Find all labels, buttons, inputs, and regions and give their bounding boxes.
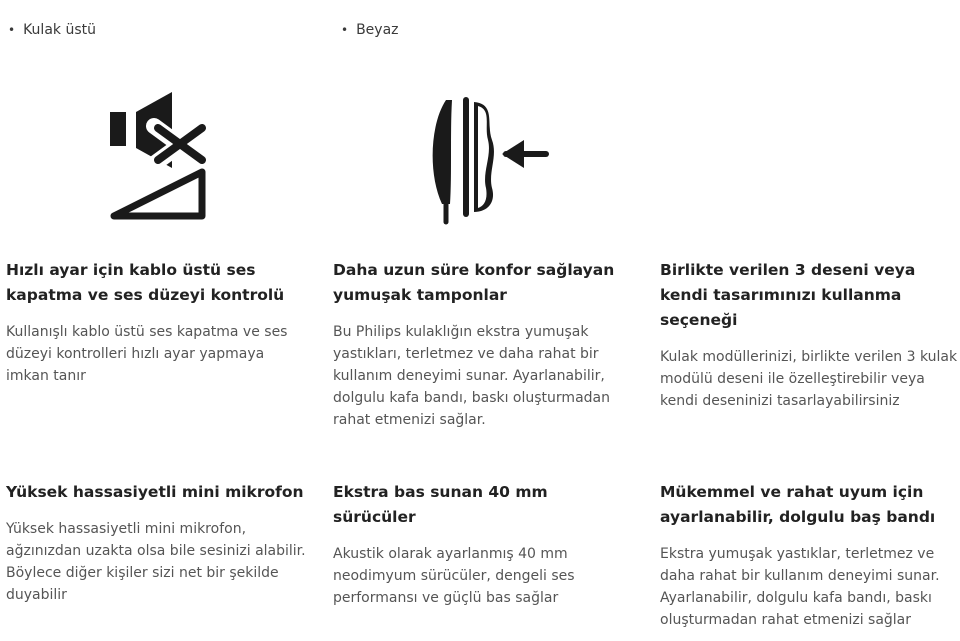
feature-description: Akustik olarak ayarlanmış 40 mm neodimyum sürücüler, dengeli ses performansı ve güçlü bas sağlar: [333, 546, 575, 606]
feature-title: Ekstra bas sunan 40 mm sürücüler: [333, 483, 548, 526]
feature-soft-cushions: [333, 258, 633, 431]
feature-title: Yüksek hassasiyetli mini mikrofon: [6, 483, 304, 501]
feature-description: Kulak modüllerinizi, birlikte verilen 3 kulak modülü deseni ile özelleştirebilir veya kendi deseninizi tasarlayabilirsiniz: [660, 349, 958, 409]
spec-item-color: [341, 22, 399, 38]
mute-volume-icon: [106, 88, 212, 222]
bullet-dot: •: [341, 23, 349, 37]
feature-title: Birlikte verilen 3 deseni veya kendi tasarımınızı kullanma seçeneği: [660, 261, 916, 329]
feature-mini-microphone: [6, 480, 306, 606]
bullet-dot: •: [8, 23, 16, 37]
feature-description: Ekstra yumuşak yastıklar, terletmez ve daha rahat bir kullanım deneyimi sunar. Ayarlanabilir, dolgulu kafa bandı, baskı oluşturmadan rahat etmenizi sağlar: [660, 546, 940, 628]
feature-custom-designs: [660, 258, 960, 412]
feature-title: Mükemmel ve rahat uyum için ayarlanabilir, dolgulu baş bandı: [660, 483, 936, 526]
spec-item-label: Beyaz: [356, 22, 399, 38]
feature-description: Yüksek hassasiyetli mini mikrofon, ağzınızdan uzakta olsa bile sesinizi alabilir. Böylece diğer kişiler sizi net bir şekilde duyabilir: [6, 521, 306, 603]
soft-cushion-icon: [426, 94, 552, 226]
feature-title: Hızlı ayar için kablo üstü ses kapatma ve ses düzeyi kontrolü: [6, 261, 285, 304]
spec-item-label: Kulak üstü: [23, 22, 96, 38]
feature-title: Daha uzun süre konfor sağlayan yumuşak tamponlar: [333, 261, 615, 304]
feature-description: Bu Philips kulaklığın ekstra yumuşak yastıkları, terletmez ve daha rahat bir kullanım deneyimi sunar. Ayarlanabilir, dolgulu kafa bandı, baskı oluşturmadan rahat etmenizi sağlar.: [333, 324, 610, 428]
feature-description: Kullanışlı kablo üstü ses kapatma ve ses düzeyi kontrolleri hızlı ayar yapmaya imkan tanır: [6, 324, 288, 384]
feature-40mm-drivers: [333, 480, 633, 609]
feature-padded-headband: [660, 480, 960, 631]
spec-item-wearing-style: [8, 22, 96, 38]
feature-inline-volume-control: [6, 258, 306, 387]
